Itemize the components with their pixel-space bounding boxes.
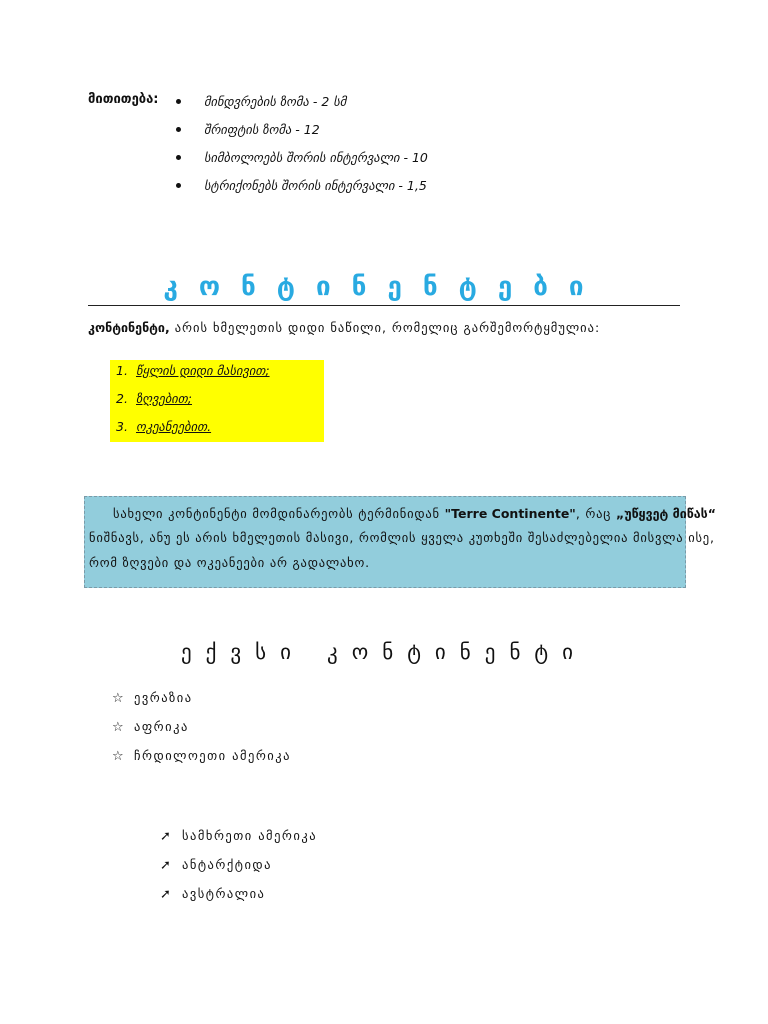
arrow-icon: ➚ bbox=[160, 887, 171, 902]
continent-arrow-list bbox=[160, 826, 317, 913]
list-item: 3. ოკეანეებით. bbox=[116, 419, 212, 434]
numbered-list bbox=[116, 362, 270, 446]
instructions-label: მითითება: bbox=[88, 92, 159, 107]
section-title: ექვსი კონტინენტი bbox=[180, 640, 588, 664]
star-icon: ☆ bbox=[112, 720, 124, 735]
etymology-line: სახელი კონტინენტი მომდინარეობს ტერმინიდან "Terre Continente", რაც „უწყვეტ მიწას“ bbox=[113, 506, 716, 521]
arrow-icon: ➚ bbox=[160, 829, 171, 844]
list-item: ➚ ავსტრალია bbox=[160, 884, 317, 913]
definition-text: არის ხმელეთის დიდი ნაწილი, რომელიც გარშემორტყმულია: bbox=[169, 320, 601, 335]
arrow-icon: ➚ bbox=[160, 858, 171, 873]
page-title: კონტინენტები bbox=[163, 272, 605, 302]
star-icon: ☆ bbox=[112, 691, 124, 706]
continent-star-list bbox=[112, 688, 291, 775]
definition-term: კონტინენტი, bbox=[88, 320, 170, 335]
instructions-list bbox=[176, 92, 428, 204]
bullet-dot-icon bbox=[176, 127, 181, 132]
list-item: ➚ ანტარქტიდა bbox=[160, 855, 317, 884]
bullet-dot-icon bbox=[176, 99, 181, 104]
instruction-item: შრიფტის ზომა - 12 bbox=[176, 120, 428, 148]
list-item: 1. წყლის დიდი მასივით; bbox=[116, 363, 270, 378]
instruction-item: მინდვრების ზომა - 2 სმ bbox=[176, 92, 428, 120]
instruction-item: სტრიქონებს შორის ინტერვალი - 1,5 bbox=[176, 176, 428, 204]
etymology-box bbox=[84, 496, 716, 588]
star-icon: ☆ bbox=[112, 749, 124, 764]
definition-paragraph bbox=[88, 320, 600, 335]
bullet-dot-icon bbox=[176, 155, 181, 160]
list-item: ➚ სამხრეთი ამერიკა bbox=[160, 826, 317, 855]
list-item: ☆ ევრაზია bbox=[112, 688, 291, 717]
list-item: ☆ აფრიკა bbox=[112, 717, 291, 746]
instruction-item: სიმბოლოებს შორის ინტერვალი - 10 bbox=[176, 148, 428, 176]
title-rule bbox=[88, 305, 680, 306]
etymology-line: ნიშნავს, ანუ ეს არის ხმელეთის მასივი, რომლის ყველა კუთხეში შესაძლებელია მისვლა ისე, bbox=[89, 530, 715, 545]
list-item: ☆ ჩრდილოეთი ამერიკა bbox=[112, 746, 291, 775]
etymology-line: რომ ზღვები და ოკეანეები არ გადალახო. bbox=[89, 555, 370, 570]
bullet-dot-icon bbox=[176, 183, 181, 188]
highlight-box bbox=[110, 360, 324, 442]
list-item: 2. ზღვებით; bbox=[116, 391, 192, 406]
